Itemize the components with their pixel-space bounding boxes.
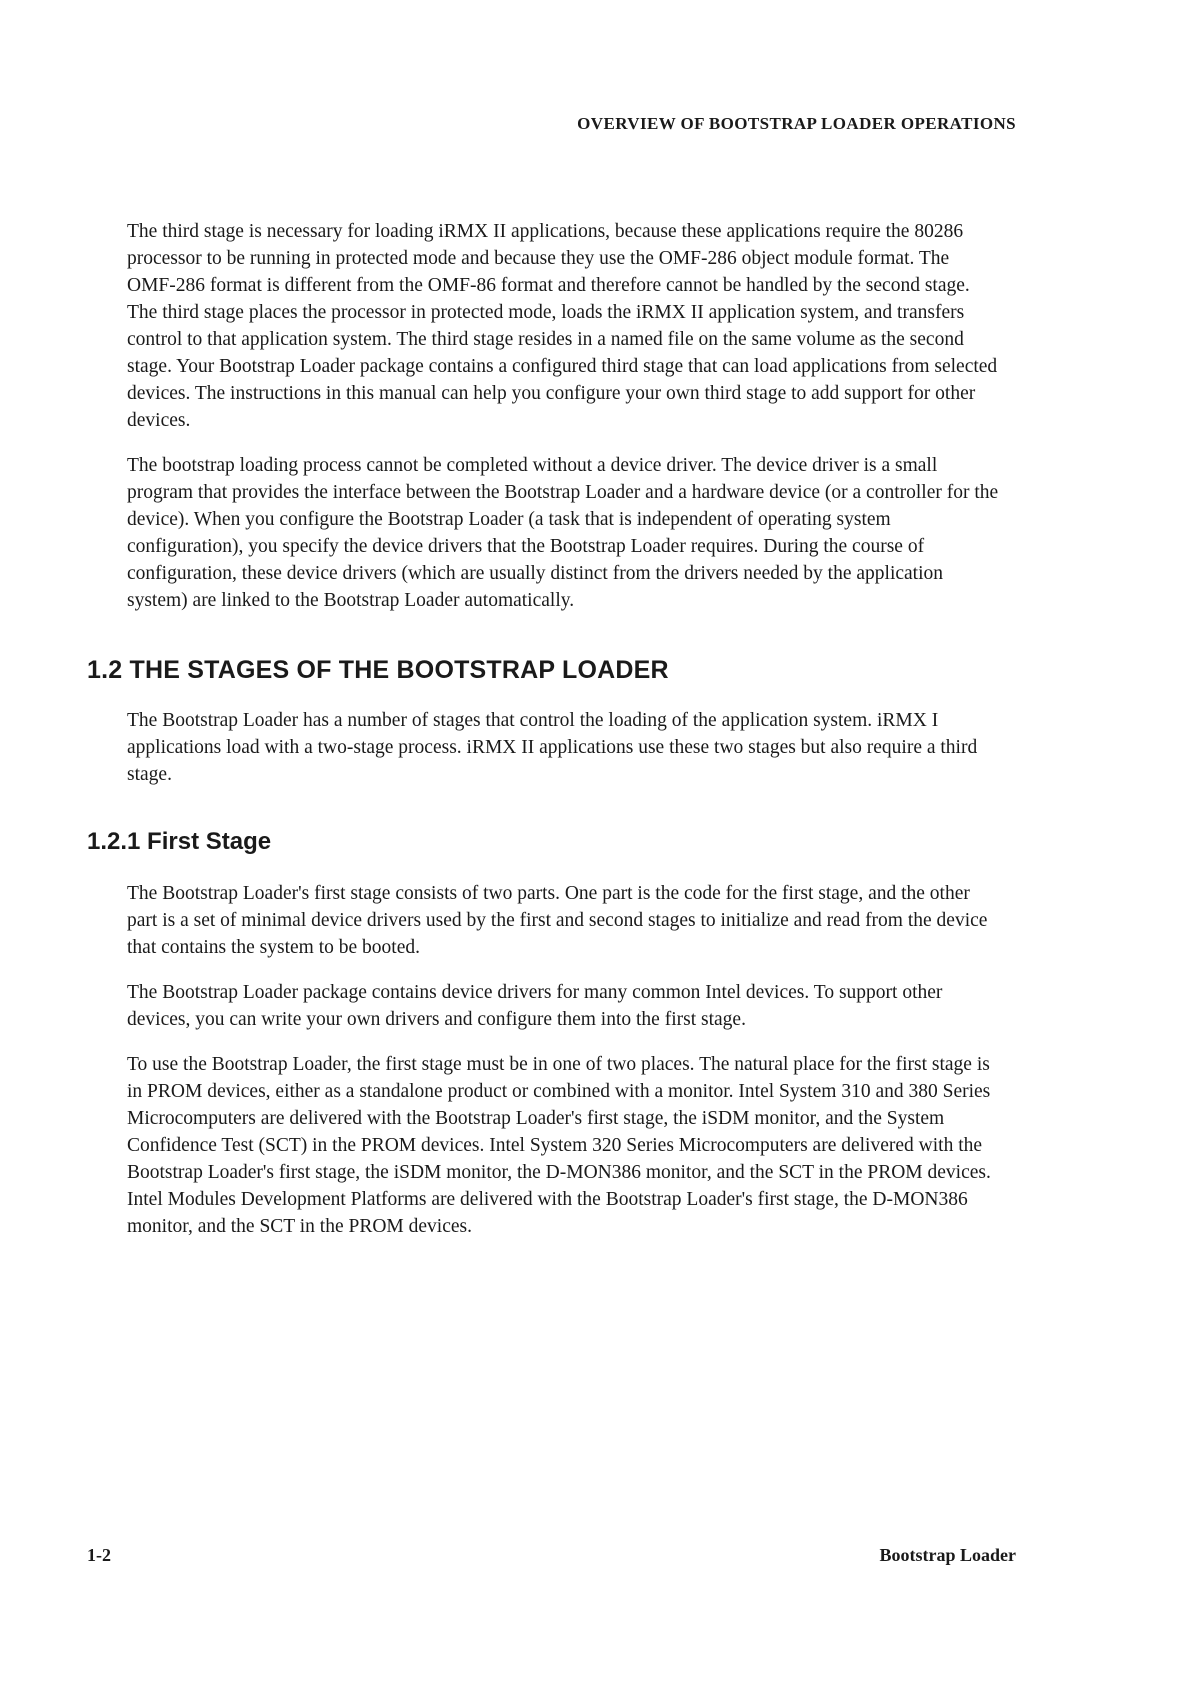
section-heading-stages: 1.2 THE STAGES OF THE BOOTSTRAP LOADER (87, 656, 669, 684)
page-content (87, 218, 1002, 1258)
intro-paragraph-device-driver: The bootstrap loading process cannot be completed without a device driver. The device driver is a small program that provides the interface between the Bootstrap Loader and a hardware device (or a controller for the device). When you configure the Bootstrap Loader (a task that is independent of operating system configuration), you specify the device drivers that the Bootstrap Loader requires. During the course of configuration, these device drivers (which are usually distinct from the drivers needed by the application system) are linked to the Bootstrap Loader automatically. (127, 455, 999, 611)
footer-book-title: Bootstrap Loader (879, 1545, 1016, 1565)
page-number: 1-2 (87, 1545, 111, 1565)
first-stage-paragraph-parts: The Bootstrap Loader's first stage consists of two parts. One part is the code for the first stage, and the other part is a set of minimal device drivers used by the first and second stages to initialize and read from the device that contains the system to be booted. (127, 883, 988, 958)
first-stage-paragraph-placement: To use the Bootstrap Loader, the first stage must be in one of two places. The natural place for the first stage is in PROM devices, either as a standalone product or combined with a monitor. Intel System 310 and 380 Series Microcomputers are delivered with the Bootstrap Loader's first stage, the iSDM monitor, and the System Confidence Test (SCT) in the PROM devices. Intel System 320 Series Microcomputers are delivered with the Bootstrap Loader's first stage, the iSDM monitor, the D-MON386 monitor, and the SCT in the PROM devices. Intel Modules Development Platforms are delivered with the Bootstrap Loader's first stage, the D-MON386 monitor, and the SCT in the PROM devices. (127, 1054, 991, 1237)
first-stage-paragraph-drivers: The Bootstrap Loader package contains device drivers for many common Intel devices. To support other devices, you can write your own drivers and configure them into the first stage. (127, 982, 943, 1030)
intro-paragraph-third-stage: The third stage is necessary for loading iRMX II applications, because these applications require the 80286 processor to be running in protected mode and because they use the OMF-286 object module format. The OMF-286 format is different from the OMF-86 format and therefore cannot be handled by the second stage. The third stage places the processor in protected mode, loads the iRMX II application system, and transfers control to that application system. The third stage resides in a named file on the same volume as the second stage. Your Bootstrap Loader package contains a configured third stage that can load applications from selected devices. The instructions in this manual can help you configure your own third stage to add support for other devices. (127, 221, 998, 431)
section-paragraph-stages: The Bootstrap Loader has a number of stages that control the loading of the application system. iRMX I applications load with a two-stage process. iRMX II applications use these two stages but also require a third stage. (127, 710, 978, 785)
running-header: OVERVIEW OF BOOTSTRAP LOADER OPERATIONS (577, 114, 1016, 133)
subsection-heading-first-stage: 1.2.1 First Stage (87, 828, 272, 855)
